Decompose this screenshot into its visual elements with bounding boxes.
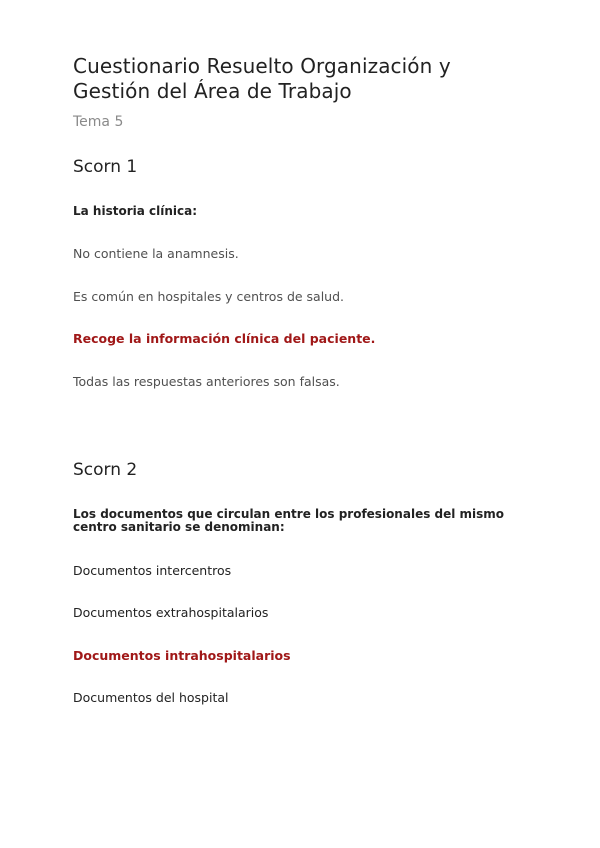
- answer-option-4: Documentos del hospital: [73, 690, 229, 705]
- title-line-1: Cuestionario Resuelto Organización y: [73, 54, 451, 78]
- document-subtitle: Tema 5: [73, 114, 124, 130]
- scorn-section-2: [73, 459, 543, 705]
- scorn-section-1: [73, 156, 543, 389]
- answer-option-2: Documentos extrahospitalarios: [73, 605, 269, 620]
- answer-option-correct: Recoge la información clínica del paciente.: [73, 331, 376, 346]
- document-title: [73, 54, 543, 104]
- answer-option-2: Es común en hospitales y centros de salud.: [73, 289, 345, 304]
- title-line-2: Gestión del Área de Trabajo: [73, 79, 352, 103]
- document-page: [73, 54, 543, 705]
- section-heading: Scorn 2: [73, 460, 138, 480]
- answer-option-4: Todas las respuestas anteriores son falsas.: [73, 374, 340, 389]
- answer-option-correct: Documentos intrahospitalarios: [73, 648, 291, 663]
- answer-option-1: No contiene la anamnesis.: [73, 246, 239, 261]
- question-text: Los documentos que circulan entre los profesionales del mismo centro sanitario se denominan:: [73, 507, 505, 534]
- question-text: La historia clínica:: [73, 204, 198, 218]
- answer-option-1: Documentos intercentros: [73, 563, 232, 578]
- section-heading: Scorn 1: [73, 157, 138, 177]
